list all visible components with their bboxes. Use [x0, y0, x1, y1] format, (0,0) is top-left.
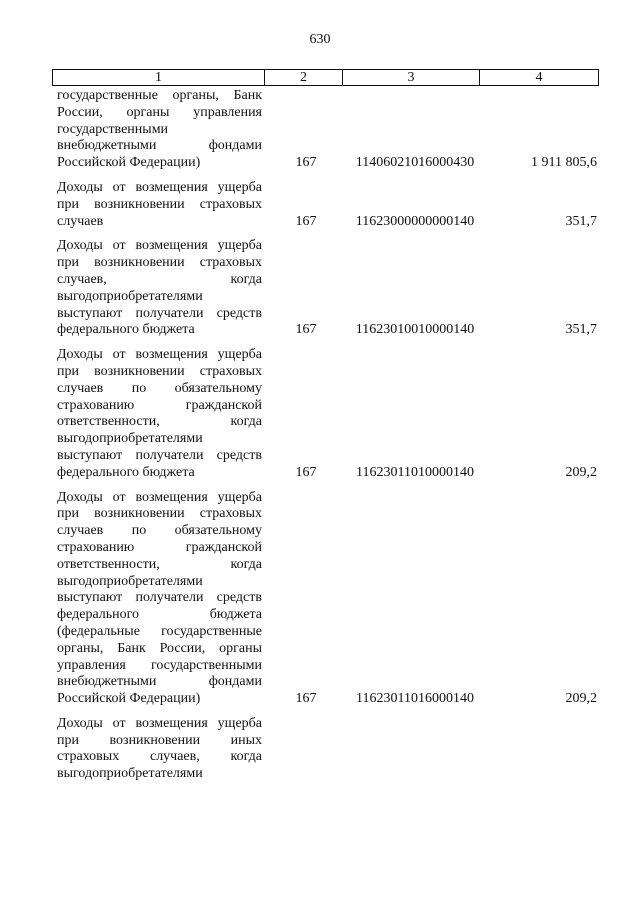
row-amount: 351,7: [565, 213, 597, 229]
column-header-table: [52, 69, 599, 86]
row-kbk-code: 11623011016000140: [356, 691, 474, 707]
table-row: [57, 490, 597, 708]
row-admin-code: 167: [295, 464, 317, 480]
row-amount: 1 911 805,6: [531, 155, 597, 171]
row-admin-code: 167: [295, 155, 317, 171]
row-description: государственные органы, Банк России, органы управления государственными внебюджетными фондами Российской Федерации): [57, 88, 262, 171]
row-admin-code: 167: [295, 691, 317, 707]
page-number: 630: [309, 32, 331, 47]
row-amount: 209,2: [565, 464, 597, 480]
column-header-row: [53, 70, 599, 86]
row-admin-code: 167: [295, 213, 317, 229]
column-header-3: 3: [343, 70, 480, 86]
row-kbk-code: 11623010010000140: [355, 322, 475, 338]
column-header-2: 2: [265, 70, 343, 86]
row-kbk-code: 11623011010000140: [356, 464, 474, 480]
row-description: Доходы от возмещения ущерба при возникновении иных страховых случаев, когда выгодоприобретателями: [57, 715, 262, 782]
row-admin-code: 167: [295, 322, 317, 338]
row-description: Доходы от возмещения ущерба при возникновении страховых случаев: [57, 179, 262, 229]
table-row: [57, 238, 597, 339]
row-amount: 351,7: [565, 322, 597, 338]
row-kbk-code: 11623000000000140: [355, 213, 475, 229]
row-description: Доходы от возмещения ущерба при возникновении страховых случаев по обязательному страхованию гражданской ответственности, когда выгодоприобретателями выступают получатели средств федерального бюджета (федеральные государственные органы, Банк России, органы управления государственными внебюджетными фондами Российской Федерации): [57, 489, 262, 707]
row-amount: 209,2: [565, 691, 597, 707]
row-description: Доходы от возмещения ущерба при возникновении страховых случаев по обязательному страхованию гражданской ответственности, когда выгодоприобретателями выступают получатели средств федерального бюджета: [57, 347, 262, 480]
column-header-1: 1: [53, 70, 265, 86]
revenue-table-body: [57, 88, 597, 791]
table-row: [57, 716, 597, 783]
row-description: Доходы от возмещения ущерба при возникновении страховых случаев, когда выгодоприобретателями выступают получатели средств федерального бюджета: [57, 238, 262, 338]
table-row: [57, 180, 597, 230]
table-row: [57, 347, 597, 481]
row-kbk-code: 11406021016000430: [355, 155, 475, 171]
table-row: [57, 88, 597, 172]
column-header-4: 4: [480, 70, 599, 86]
